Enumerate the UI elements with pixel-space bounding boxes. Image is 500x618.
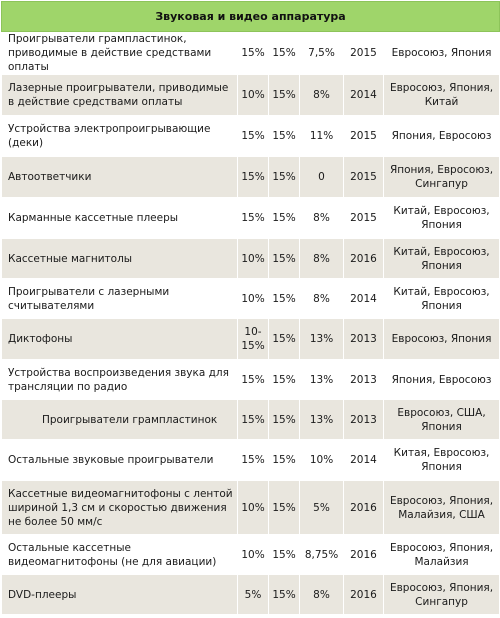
product-name: Проигрыватели с лазерными считывателями	[2, 279, 238, 319]
year: 2016	[344, 575, 384, 615]
rate-a: 10-15%	[238, 319, 269, 360]
year: 2013	[344, 360, 384, 400]
product-name: Устройства электропроигрывающие (деки)	[2, 116, 238, 157]
table-header-row	[2, 2, 500, 32]
countries: Япония, Евросоюз	[384, 116, 500, 157]
product-name: Остальные звуковые проигрыватели	[2, 440, 238, 481]
product-name: Диктофоны	[2, 319, 238, 360]
table-row	[2, 481, 500, 535]
rate-a: 15%	[238, 360, 269, 400]
rate-a: 5%	[238, 575, 269, 615]
year: 2014	[344, 440, 384, 481]
rate-b: 15%	[269, 440, 300, 481]
rate-c: 8%	[300, 575, 344, 615]
rate-a: 10%	[238, 535, 269, 575]
rate-b: 15%	[269, 157, 300, 198]
product-name: Карманные кассетные плееры	[2, 198, 238, 239]
year: 2014	[344, 279, 384, 319]
rate-c: 13%	[300, 400, 344, 440]
product-name: Кассетные магнитолы	[2, 239, 238, 279]
product-name: Устройства воспроизведения звука для трансляции по радио	[2, 360, 238, 400]
rate-b: 15%	[269, 279, 300, 319]
rate-b: 15%	[269, 535, 300, 575]
product-name: Остальные кассетные видеомагнитофоны (не для авиации)	[2, 535, 238, 575]
countries: Евросоюз, Япония, Китай	[384, 75, 500, 116]
countries: Евросоюз, Япония	[384, 319, 500, 360]
rate-a: 15%	[238, 198, 269, 239]
countries: Китай, Евросоюз, Япония	[384, 279, 500, 319]
rate-c: 8,75%	[300, 535, 344, 575]
countries: Евросоюз, США, Япония	[384, 400, 500, 440]
rate-b: 15%	[269, 198, 300, 239]
table-row	[2, 319, 500, 360]
rate-a: 10%	[238, 279, 269, 319]
rate-b: 15%	[269, 400, 300, 440]
table-row	[2, 400, 500, 440]
year: 2016	[344, 481, 384, 535]
rate-c: 10%	[300, 440, 344, 481]
countries: Япония, Евросоюз	[384, 360, 500, 400]
tariff-table	[1, 1, 500, 615]
countries: Евросоюз, Япония, Малайзия, США	[384, 481, 500, 535]
table-row	[2, 157, 500, 198]
rate-c: 7,5%	[300, 32, 344, 75]
rate-c: 8%	[300, 75, 344, 116]
rate-c: 11%	[300, 116, 344, 157]
countries: Китай, Евросоюз, Япония	[384, 239, 500, 279]
year: 2013	[344, 319, 384, 360]
rate-c: 8%	[300, 239, 344, 279]
table-row	[2, 575, 500, 615]
rate-a: 15%	[238, 32, 269, 75]
table-row	[2, 279, 500, 319]
year: 2015	[344, 198, 384, 239]
rate-a: 15%	[238, 116, 269, 157]
table-row	[2, 360, 500, 400]
rate-b: 15%	[269, 75, 300, 116]
year: 2016	[344, 239, 384, 279]
rate-b: 15%	[269, 319, 300, 360]
rate-a: 15%	[238, 400, 269, 440]
rate-b: 15%	[269, 239, 300, 279]
table-title: Звуковая и видео аппаратура	[2, 2, 500, 32]
countries: Евросоюз, Япония, Малайзия	[384, 535, 500, 575]
rate-b: 15%	[269, 32, 300, 75]
year: 2015	[344, 157, 384, 198]
table-row	[2, 116, 500, 157]
table-row	[2, 239, 500, 279]
rate-c: 13%	[300, 319, 344, 360]
product-name: Автоответчики	[2, 157, 238, 198]
product-name: Проигрыватели грампластинок	[2, 400, 238, 440]
countries: Китая, Евросоюз, Япония	[384, 440, 500, 481]
rate-c: 8%	[300, 279, 344, 319]
rate-a: 10%	[238, 75, 269, 116]
product-name: Проигрыватели грампластинок, приводимые в действие средствами оплаты	[2, 32, 238, 75]
countries: Япония, Евросоюз, Сингапур	[384, 157, 500, 198]
rate-c: 0	[300, 157, 344, 198]
rate-b: 15%	[269, 360, 300, 400]
rate-b: 15%	[269, 481, 300, 535]
table-row	[2, 535, 500, 575]
product-name: Кассетные видеомагнитофоны с лентой шириной 1,3 см и скоростью движения не более 50 мм/с	[2, 481, 238, 535]
rate-b: 15%	[269, 116, 300, 157]
year: 2016	[344, 535, 384, 575]
table-row	[2, 32, 500, 75]
countries: Китай, Евросоюз, Япония	[384, 198, 500, 239]
product-name: Лазерные проигрыватели, приводимые в действие средствами оплаты	[2, 75, 238, 116]
countries: Евросоюз, Япония, Сингапур	[384, 575, 500, 615]
table-row	[2, 75, 500, 116]
rate-b: 15%	[269, 575, 300, 615]
rate-a: 10%	[238, 481, 269, 535]
rate-a: 15%	[238, 440, 269, 481]
table-row	[2, 440, 500, 481]
rate-a: 10%	[238, 239, 269, 279]
rate-a: 15%	[238, 157, 269, 198]
year: 2013	[344, 400, 384, 440]
year: 2015	[344, 116, 384, 157]
table-row	[2, 198, 500, 239]
tariff-table-container	[1, 1, 499, 616]
rate-c: 8%	[300, 198, 344, 239]
rate-c: 5%	[300, 481, 344, 535]
year: 2015	[344, 32, 384, 75]
product-name: DVD-плееры	[2, 575, 238, 615]
year: 2014	[344, 75, 384, 116]
rate-c: 13%	[300, 360, 344, 400]
countries: Евросоюз, Япония	[384, 32, 500, 75]
